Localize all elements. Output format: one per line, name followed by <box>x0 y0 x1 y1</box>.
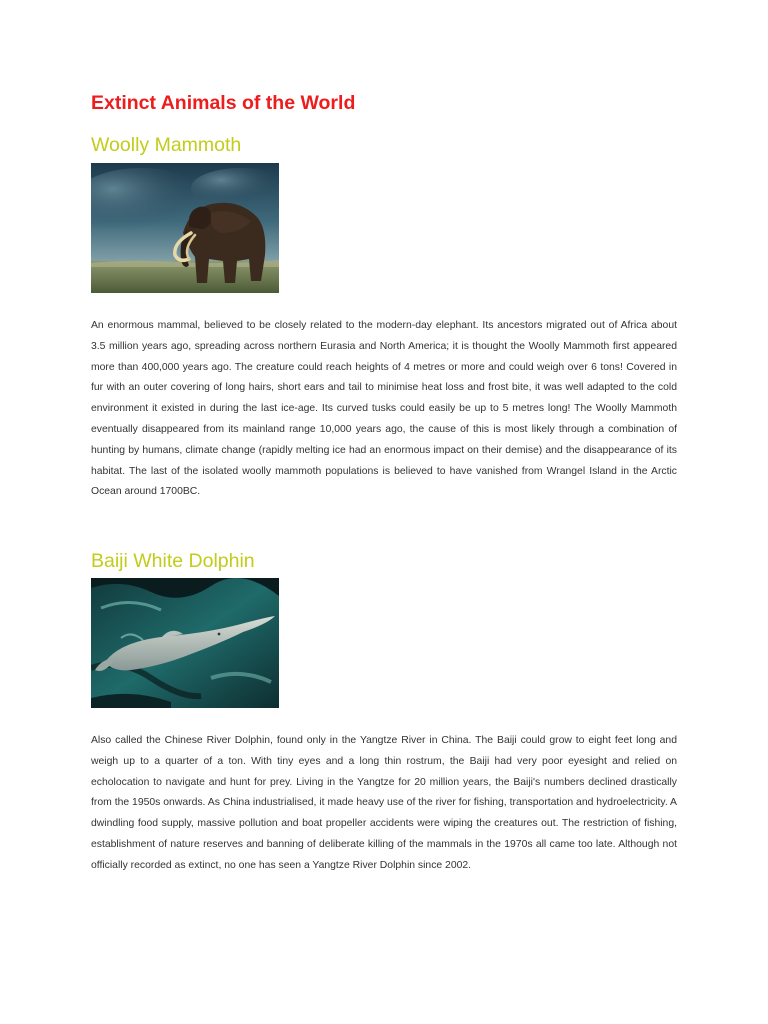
section-heading-woolly-mammoth: Woolly Mammoth <box>91 134 242 156</box>
page-title: Extinct Animals of the World <box>91 92 356 114</box>
woolly-mammoth-photo <box>91 163 279 293</box>
baiji-dolphin-photo <box>91 578 279 708</box>
baiji-dolphin-description: Also called the Chinese River Dolphin, found only in the Yangtze River in China. The Baiji could grow to eight feet long and weigh up to a quarter of a ton. With tiny eyes and a long thin rostrum, the Baiji had very poor eyesight and relied on echolocation to navigate and hunt for prey. Living in the Yangtze for 20 million years, the Baiji's numbers declined drastically from the 1950s onwards. As China industrialised, it made heavy use of the river for fishing, transportation and hydroelectricity. A dwindling food supply, massive pollution and boat propeller accidents were wiping the creatures out. The restriction of fishing, establishment of nature reserves and banning of deliberate killing of the mammals in the 1970s all came too late. Although not officially recorded as extinct, no one has seen a Yangtze River Dolphin since 2002. <box>91 735 677 871</box>
woolly-mammoth-description: An enormous mammal, believed to be closely related to the modern-day elephant. Its ancestors migrated out of Africa about 3.5 million years ago, spreading across northern Eurasia and North America; it is thought the Woolly Mammoth first appeared more than 400,000 years ago. The creature could reach heights of 4 metres or more and could weigh over 6 tons! Covered in fur with an outer covering of long hairs, short ears and tail to minimise heat loss and frost bite, it was well adapted to the cold environment it existed in during the last ice-age. Its curved tusks could easily be up to 5 metres long! The Woolly Mammoth eventually disappeared from its mainland range 10,000 years ago, the cause of this is most likely through a combination of hunting by humans, climate change (rapidly melting ice had an enormous impact on their demise) and the disappearance of its habitat. The last of the isolated woolly mammoth populations is believed to have vanished from Wrangel Island in the Arctic Ocean around 1700BC. <box>91 320 677 498</box>
section-heading-baiji-white-dolphin: Baiji White Dolphin <box>91 550 255 572</box>
